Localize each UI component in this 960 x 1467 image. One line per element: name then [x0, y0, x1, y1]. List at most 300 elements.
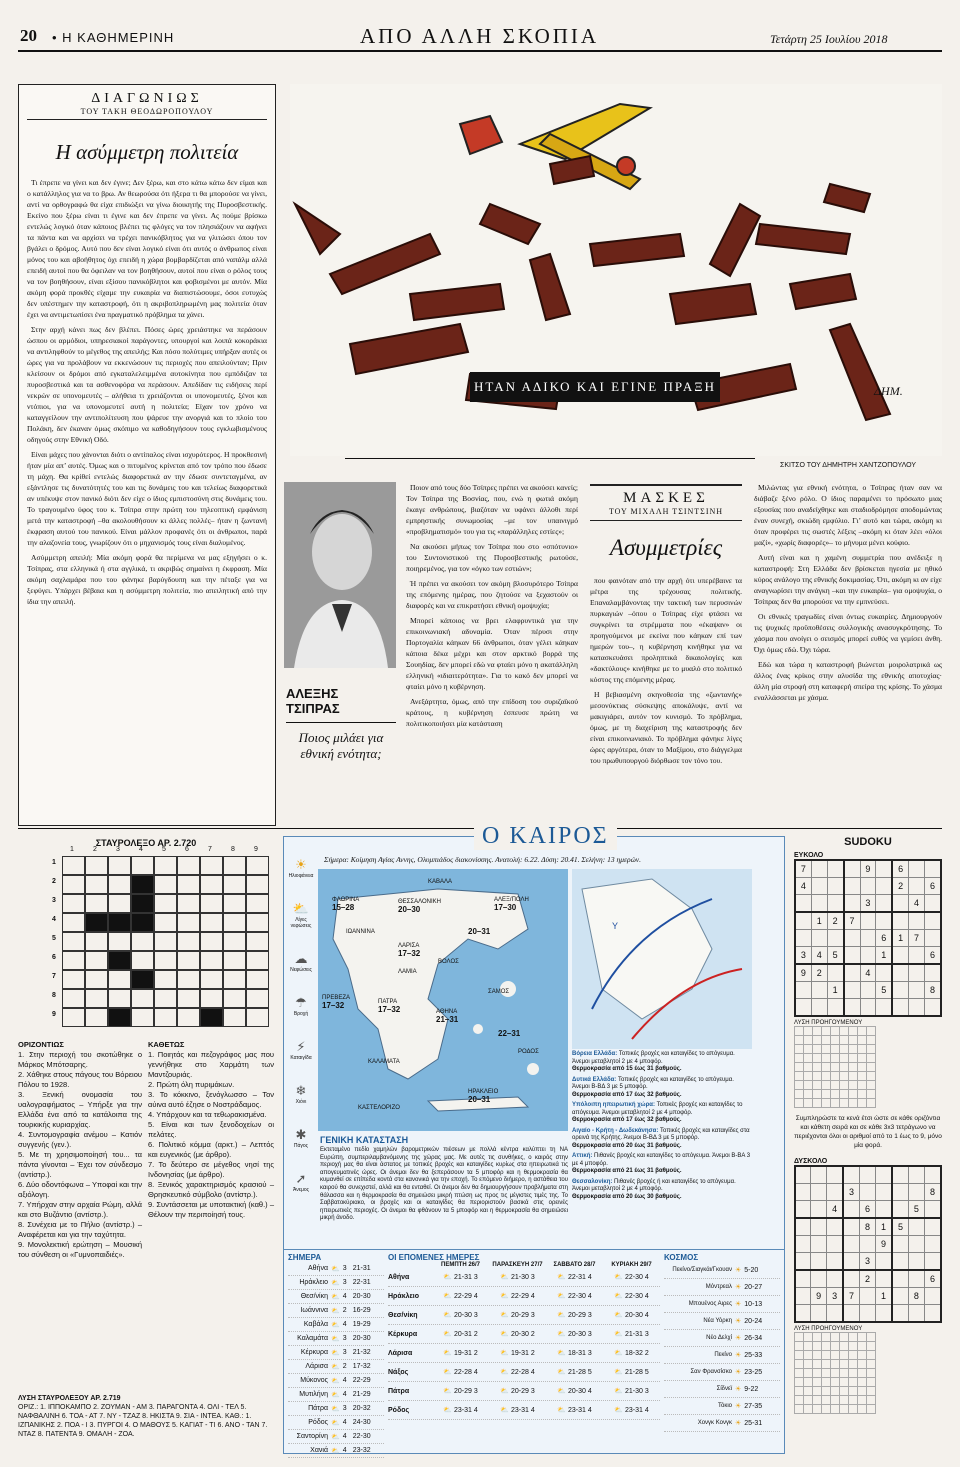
grid-cell[interactable]	[62, 856, 85, 875]
grid-cell[interactable]	[131, 913, 154, 932]
sudoku-cell[interactable]	[795, 999, 811, 1017]
sudoku-cell[interactable]: 1	[876, 947, 892, 965]
solution-cell	[813, 1036, 822, 1045]
grid-cell[interactable]	[108, 1008, 131, 1027]
map-city-name: ΛΑΡΙΣΑ	[398, 943, 420, 949]
temp-range: 22-30	[624, 1274, 645, 1281]
grid-row-label: 9	[52, 1011, 56, 1018]
grid-cell[interactable]	[108, 894, 131, 913]
solution-cell	[822, 1063, 831, 1072]
sudoku-cell[interactable]	[924, 1201, 941, 1219]
sudoku-cell[interactable]	[876, 1184, 892, 1201]
grid-cell[interactable]	[131, 932, 154, 951]
grid-cell[interactable]	[131, 970, 154, 989]
grid-cell[interactable]	[85, 894, 108, 913]
solution-cell	[813, 1405, 822, 1414]
grid-cell[interactable]	[131, 875, 154, 894]
sudoku-cell[interactable]	[860, 1288, 876, 1305]
weather-icon: ⛅	[500, 1293, 511, 1300]
sudoku-cell[interactable]: 1	[876, 1218, 892, 1236]
sudoku-cell[interactable]	[909, 999, 925, 1017]
sudoku-cell[interactable]	[925, 999, 942, 1017]
grid-cell[interactable]	[246, 894, 269, 913]
sudoku-cell[interactable]	[827, 1253, 843, 1271]
grid-cell[interactable]	[177, 856, 200, 875]
sudoku-cell[interactable]: 3	[827, 1288, 843, 1305]
sudoku-cell[interactable]	[908, 1253, 924, 1271]
sudoku-cell[interactable]	[876, 1305, 892, 1323]
sudoku-cell[interactable]	[924, 1305, 941, 1323]
grid-cell[interactable]	[177, 951, 200, 970]
grid-cell[interactable]	[108, 913, 131, 932]
today-title: ΣΗΜΕΡΑ	[288, 1253, 322, 1262]
sudoku-cell[interactable]	[876, 999, 892, 1017]
grid-cell[interactable]	[200, 932, 223, 951]
sudoku-cell[interactable]	[811, 1184, 827, 1201]
grid-cell[interactable]	[223, 932, 246, 951]
sudoku-cell[interactable]: 6	[860, 1201, 876, 1219]
sudoku-cell[interactable]: 8	[925, 982, 942, 999]
temp-range: 23-31	[510, 1407, 531, 1414]
solution-cell	[822, 1054, 831, 1063]
crossword-grid[interactable]	[52, 846, 269, 1036]
sudoku-cell[interactable]: 4	[795, 878, 811, 895]
sudoku-cell[interactable]	[795, 1201, 811, 1219]
grid-cell[interactable]	[223, 894, 246, 913]
grid-cell[interactable]	[223, 856, 246, 875]
sudoku-cell[interactable]	[924, 1166, 941, 1184]
grid-cell[interactable]	[223, 970, 246, 989]
sudoku-cell[interactable]	[811, 878, 827, 895]
weather-icon: ⛅	[557, 1331, 568, 1338]
sudoku-cell[interactable]	[811, 1270, 827, 1288]
today-row	[288, 1374, 384, 1388]
forecast-text: Πιθανές βροχές και καταιγίδες το απόγευμα. Άνεμοι Β-ΒΑ 3 με 4 μποφόρ.	[572, 1153, 751, 1167]
grid-cell[interactable]	[85, 1008, 108, 1027]
sudoku-cell[interactable]	[860, 1305, 876, 1323]
grid-cell[interactable]	[154, 856, 177, 875]
sudoku-cell[interactable]	[892, 982, 908, 999]
solution-cell	[804, 1405, 813, 1414]
wind-force: 3	[644, 1388, 649, 1395]
sudoku-cell[interactable]	[827, 1305, 843, 1323]
maskes-title: Ασυμμετρίες	[609, 535, 723, 560]
sudoku-cell[interactable]	[811, 982, 827, 999]
crossword-down	[148, 1040, 274, 1220]
sudoku-cell[interactable]: 9	[795, 964, 811, 982]
sudoku-cell[interactable]	[860, 930, 876, 947]
sudoku-cell[interactable]: 6	[876, 930, 892, 947]
grid-cell[interactable]	[200, 894, 223, 913]
temp-range: 23-31	[567, 1407, 588, 1414]
sudoku-cell[interactable]	[811, 1201, 827, 1219]
sudoku-cell[interactable]: 6	[924, 1270, 941, 1288]
grid-cell[interactable]	[108, 856, 131, 875]
weather-icon: ⛅	[331, 1279, 340, 1287]
sudoku-cell[interactable]	[876, 1253, 892, 1271]
grid-cell[interactable]	[62, 989, 85, 1008]
sudoku-cell[interactable]: 4	[909, 895, 925, 913]
sudoku-cell[interactable]	[860, 947, 876, 965]
temp-range: 22-29	[352, 1377, 371, 1384]
sudoku-cell[interactable]: 2	[827, 912, 843, 930]
sudoku-cell[interactable]	[811, 930, 827, 947]
sudoku-cell[interactable]	[860, 982, 876, 999]
grid-cell[interactable]	[200, 989, 223, 1008]
sudoku-cell[interactable]: 3	[860, 895, 876, 913]
wind-force: 3	[473, 1274, 478, 1281]
forecast-cell	[432, 1406, 489, 1414]
sudoku-cell[interactable]	[795, 1288, 811, 1305]
sudoku-hard-grid[interactable]	[794, 1165, 942, 1323]
legend-item	[286, 901, 316, 929]
sudoku-cell[interactable]	[827, 1218, 843, 1236]
sudoku-cell[interactable]	[876, 860, 892, 878]
sudoku-cell[interactable]: 1	[811, 912, 827, 930]
sudoku-cell[interactable]: 2	[860, 1270, 876, 1288]
sudoku-cell[interactable]	[860, 1166, 876, 1184]
grid-cell[interactable]	[246, 951, 269, 970]
sudoku-cell[interactable]	[860, 1236, 876, 1253]
sudoku-cell[interactable]	[908, 1270, 924, 1288]
sudoku-cell[interactable]	[892, 999, 908, 1017]
sudoku-cell[interactable]	[811, 999, 827, 1017]
sudoku-cell[interactable]	[892, 1305, 908, 1323]
sudoku-cell[interactable]	[811, 1218, 827, 1236]
sudoku-cell[interactable]	[827, 895, 843, 913]
grid-cell[interactable]	[85, 913, 108, 932]
sudoku-cell[interactable]: 7	[844, 912, 860, 930]
sudoku-cell[interactable]	[843, 1236, 859, 1253]
sudoku-cell[interactable]	[811, 860, 827, 878]
map-city-temp: 21–31	[436, 1015, 459, 1024]
sudoku-cell[interactable]: 6	[892, 860, 908, 878]
grid-cell[interactable]	[108, 970, 131, 989]
solution-cell	[840, 1378, 849, 1387]
sudoku-cell[interactable]	[811, 1236, 827, 1253]
solution-cell	[822, 1072, 831, 1081]
sudoku-cell[interactable]	[843, 1305, 859, 1323]
grid-cell[interactable]	[246, 1008, 269, 1027]
solution-cell	[849, 1054, 858, 1063]
sudoku-cell[interactable]: 5	[908, 1201, 924, 1219]
sudoku-cell[interactable]	[843, 1253, 859, 1271]
wind-force: 2	[473, 1331, 478, 1338]
grid-cell[interactable]	[62, 951, 85, 970]
grid-cell[interactable]	[85, 932, 108, 951]
sudoku-cell[interactable]: 6	[925, 947, 942, 965]
sudoku-cell[interactable]	[795, 895, 811, 913]
grid-cell[interactable]	[223, 951, 246, 970]
sudoku-cell[interactable]: 1	[827, 982, 843, 999]
sudoku-cell[interactable]	[909, 964, 925, 982]
sudoku-cell[interactable]: 1	[892, 930, 908, 947]
grid-cell[interactable]	[62, 1008, 85, 1027]
sudoku-cell[interactable]	[844, 878, 860, 895]
grid-cell[interactable]	[131, 894, 154, 913]
map-city-name: ΗΡΑΚΛΕΙΟ	[468, 1089, 499, 1095]
grid-cell[interactable]	[154, 894, 177, 913]
sudoku-cell[interactable]	[925, 964, 942, 982]
sudoku-cell[interactable]	[795, 930, 811, 947]
grid-cell[interactable]	[177, 913, 200, 932]
sudoku-cell[interactable]: 2	[892, 878, 908, 895]
grid-cell[interactable]	[154, 989, 177, 1008]
down-clue: 7. Το δεύτερο σε μέγεθος νησί της Ινδονησίας (με άρθρο).	[148, 1160, 274, 1179]
sudoku-cell[interactable]	[843, 1201, 859, 1219]
grid-cell[interactable]	[223, 989, 246, 1008]
sudoku-cell[interactable]	[892, 964, 908, 982]
grid-cell[interactable]	[154, 951, 177, 970]
sudoku-cell[interactable]	[908, 1184, 924, 1201]
sudoku-cell[interactable]	[892, 912, 908, 930]
forecast-cell	[546, 1387, 603, 1395]
sudoku-cell[interactable]	[892, 1201, 908, 1219]
grid-cell[interactable]	[154, 932, 177, 951]
down-clue: 3. Το κόκκινο, ξενόγλωσσο – Τον αύινα αυτό έζησε ο Νοστράδαμος.	[148, 1090, 274, 1109]
grid-cell[interactable]	[200, 913, 223, 932]
sudoku-cell[interactable]: 3	[795, 947, 811, 965]
grid-cell[interactable]	[200, 875, 223, 894]
grid-cell[interactable]	[154, 1008, 177, 1027]
weather-icon: ⛅	[500, 1350, 511, 1357]
sudoku-cell[interactable]	[892, 1184, 908, 1201]
sudoku-cell[interactable]	[876, 1201, 892, 1219]
grid-cell[interactable]	[154, 913, 177, 932]
sudoku-cell[interactable]	[908, 1236, 924, 1253]
sudoku-cell[interactable]	[844, 860, 860, 878]
regional-forecasts	[572, 1051, 752, 1204]
sudoku-cell[interactable]	[876, 895, 892, 913]
sudoku-cell[interactable]	[860, 1184, 876, 1201]
sudoku-cell[interactable]	[876, 1166, 892, 1184]
sudoku-cell[interactable]	[909, 912, 925, 930]
sudoku-cell[interactable]	[827, 1270, 843, 1288]
grid-cell[interactable]	[131, 856, 154, 875]
sudoku-cell[interactable]	[795, 1236, 811, 1253]
sudoku-easy-grid[interactable]	[794, 859, 942, 1017]
sudoku-cell[interactable]	[876, 878, 892, 895]
grid-cell[interactable]	[177, 989, 200, 1008]
sudoku-cell[interactable]	[892, 1253, 908, 1271]
sudoku-cell[interactable]	[925, 860, 942, 878]
solution-cell	[840, 1396, 849, 1405]
sudoku-cell[interactable]	[811, 1305, 827, 1323]
sudoku-cell[interactable]	[925, 930, 942, 947]
sudoku-cell[interactable]	[892, 947, 908, 965]
sudoku-cell[interactable]	[811, 1166, 827, 1184]
grid-cell[interactable]	[85, 856, 108, 875]
weather-icon: ⛅	[331, 1419, 340, 1427]
sudoku-cell[interactable]	[843, 1166, 859, 1184]
sudoku-cell[interactable]	[844, 947, 860, 965]
sudoku-cell[interactable]: 5	[892, 1218, 908, 1236]
sudoku-cell[interactable]	[795, 1253, 811, 1271]
sudoku-cell[interactable]	[892, 1270, 908, 1288]
sudoku-cell[interactable]	[795, 982, 811, 999]
sudoku-cell[interactable]: 9	[876, 1236, 892, 1253]
sudoku-cell[interactable]: 7	[909, 930, 925, 947]
grid-cell[interactable]	[246, 856, 269, 875]
city-name: Σαντορίνη	[296, 1433, 328, 1440]
grid-cell[interactable]	[177, 970, 200, 989]
sudoku-cell[interactable]	[876, 912, 892, 930]
grid-cell[interactable]	[154, 875, 177, 894]
sudoku-cell[interactable]	[843, 1218, 859, 1236]
sudoku-cell[interactable]	[844, 895, 860, 913]
sudoku-cell[interactable]	[795, 1218, 811, 1236]
sudoku-cell[interactable]	[892, 895, 908, 913]
sudoku-cell[interactable]	[892, 1236, 908, 1253]
sudoku-cell[interactable]	[908, 1166, 924, 1184]
world-row	[664, 1398, 780, 1415]
sudoku-cell[interactable]	[844, 999, 860, 1017]
sudoku-cell[interactable]: 6	[925, 878, 942, 895]
grid-cell[interactable]	[85, 989, 108, 1008]
world-row	[664, 1347, 780, 1364]
sudoku-cell[interactable]	[909, 860, 925, 878]
sudoku-cell[interactable]	[827, 878, 843, 895]
map-city-temp: 17–32	[378, 1005, 401, 1014]
grid-cell[interactable]	[108, 989, 131, 1008]
grid-cell[interactable]	[62, 894, 85, 913]
grid-cell[interactable]	[131, 989, 154, 1008]
grid-cell[interactable]	[246, 932, 269, 951]
temp-range: 23-32	[352, 1447, 371, 1454]
grid-cell[interactable]	[177, 875, 200, 894]
grid-cell[interactable]	[62, 932, 85, 951]
sudoku-cell[interactable]: 2	[811, 964, 827, 982]
sudoku-cell[interactable]	[795, 1305, 811, 1323]
grid-cell[interactable]	[62, 913, 85, 932]
sudoku-cell[interactable]	[795, 912, 811, 930]
wind-force: 4	[342, 1419, 347, 1426]
grid-cell[interactable]	[223, 875, 246, 894]
sudoku-cell[interactable]: 3	[843, 1184, 859, 1201]
sudoku-cell[interactable]	[924, 1288, 941, 1305]
city-name: Μόντρεαλ	[705, 1284, 732, 1290]
sudoku-cell[interactable]	[827, 999, 843, 1017]
grid-cell[interactable]	[177, 894, 200, 913]
sudoku-cell[interactable]: 9	[860, 860, 876, 878]
sudoku-cell[interactable]	[827, 1166, 843, 1184]
sudoku-cell[interactable]: 1	[876, 1288, 892, 1305]
sudoku-cell[interactable]	[925, 912, 942, 930]
sudoku-cell[interactable]	[925, 895, 942, 913]
sudoku-cell[interactable]	[844, 982, 860, 999]
sudoku-cell[interactable]	[909, 947, 925, 965]
sudoku-cell[interactable]: 8	[924, 1184, 941, 1201]
sudoku-cell[interactable]: 5	[876, 982, 892, 999]
sudoku-cell[interactable]	[924, 1236, 941, 1253]
sudoku-cell[interactable]	[860, 878, 876, 895]
grid-cell[interactable]	[131, 951, 154, 970]
solution-cell	[849, 1387, 858, 1396]
grid-cell[interactable]	[62, 875, 85, 894]
sudoku-cell[interactable]	[909, 878, 925, 895]
map-city-name: ΚΑΣΤΕΛΟΡΙΖΟ	[358, 1105, 400, 1111]
sudoku-cell[interactable]: 9	[811, 1288, 827, 1305]
sudoku-cell[interactable]	[827, 1236, 843, 1253]
sudoku-cell[interactable]: 4	[811, 947, 827, 965]
sudoku-cell[interactable]: 8	[908, 1288, 924, 1305]
sudoku-cell[interactable]	[811, 895, 827, 913]
sudoku-cell[interactable]	[844, 964, 860, 982]
sudoku-cell[interactable]	[827, 860, 843, 878]
sudoku-cell[interactable]	[909, 982, 925, 999]
sudoku-cell[interactable]	[795, 1166, 811, 1184]
grid-cell[interactable]	[200, 951, 223, 970]
sudoku-cell[interactable]: 5	[827, 947, 843, 965]
sudoku-cell[interactable]	[892, 1166, 908, 1184]
sudoku-cell[interactable]: 7	[795, 860, 811, 878]
sudoku-cell[interactable]	[860, 999, 876, 1017]
grid-cell[interactable]	[131, 1008, 154, 1027]
next-rows	[388, 1268, 660, 1420]
sudoku-cell[interactable]: 3	[860, 1253, 876, 1271]
sudoku-cell[interactable]	[827, 930, 843, 947]
grid-cell[interactable]	[246, 970, 269, 989]
sudoku-cell[interactable]	[795, 1270, 811, 1288]
grid-cell[interactable]	[85, 951, 108, 970]
grid-cell[interactable]	[177, 932, 200, 951]
grid-cell[interactable]	[85, 875, 108, 894]
sudoku-cell[interactable]	[860, 912, 876, 930]
grid-cell[interactable]	[177, 1008, 200, 1027]
grid-cell[interactable]	[200, 1008, 223, 1027]
sudoku-cell[interactable]	[795, 1184, 811, 1201]
grid-cell[interactable]	[200, 856, 223, 875]
sudoku-cell[interactable]	[843, 1270, 859, 1288]
sudoku-cell[interactable]	[811, 1253, 827, 1271]
grid-cell[interactable]	[85, 970, 108, 989]
grid-cell[interactable]	[246, 989, 269, 1008]
grid-cell[interactable]	[246, 913, 269, 932]
grid-cell[interactable]	[246, 875, 269, 894]
sudoku-cell[interactable]	[844, 930, 860, 947]
grid-cell[interactable]	[154, 970, 177, 989]
forecast-cell	[432, 1387, 489, 1395]
temp-range: 19-29	[352, 1321, 371, 1328]
sudoku-cell[interactable]	[908, 1218, 924, 1236]
weather-section	[283, 823, 785, 1455]
city-name: Πάτρα	[388, 1387, 410, 1395]
sudoku-cell[interactable]	[908, 1305, 924, 1323]
sudoku-cell[interactable]: 4	[860, 964, 876, 982]
temp-range: 27-35	[744, 1402, 763, 1410]
grid-cell[interactable]	[200, 970, 223, 989]
sudoku-cell[interactable]	[876, 964, 892, 982]
grid-cell[interactable]	[223, 1008, 246, 1027]
sudoku-cell[interactable]: 7	[843, 1288, 859, 1305]
grid-cell[interactable]	[108, 932, 131, 951]
grid-cell[interactable]	[108, 875, 131, 894]
sudoku-cell[interactable]	[924, 1218, 941, 1236]
sudoku-cell[interactable]: 4	[827, 1201, 843, 1219]
grid-cell[interactable]	[62, 970, 85, 989]
sudoku-cell[interactable]	[924, 1253, 941, 1271]
next-days-table	[388, 1253, 660, 1420]
wind-force: 3	[342, 1335, 347, 1342]
diagonios-box	[18, 84, 276, 826]
grid-cell[interactable]	[108, 951, 131, 970]
sudoku-cell[interactable]	[876, 1270, 892, 1288]
grid-cell[interactable]	[223, 913, 246, 932]
sudoku-cell[interactable]	[892, 1288, 908, 1305]
sudoku-cell[interactable]	[827, 964, 843, 982]
sudoku-cell[interactable]	[827, 1184, 843, 1201]
sudoku-cell[interactable]: 8	[860, 1218, 876, 1236]
